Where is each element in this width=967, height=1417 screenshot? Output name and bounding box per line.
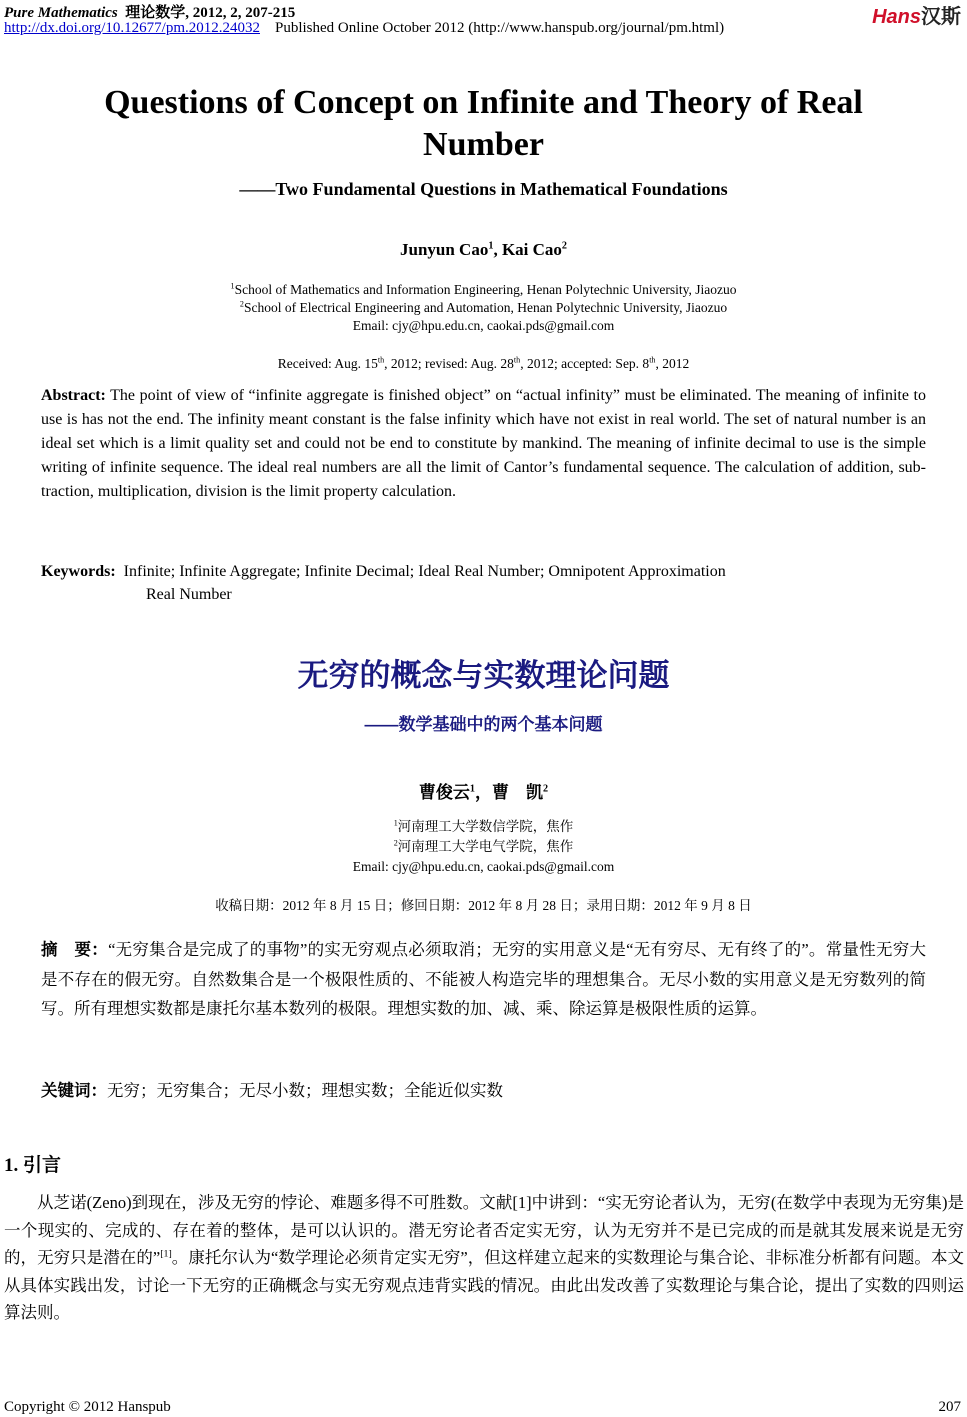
keywords: Keywords: Infinite; Infinite Aggregate; Infinite Decimal; Ideal Real Number; Omnipotent Approximation Real Number: [41, 563, 726, 603]
cn-subtitle: ——数学基础中的两个基本问题: [364, 715, 603, 734]
cn-affiliations: $^1$河南理工大学数信学院，焦作 $^2$河南理工大学电气学院，焦作 Email: cjy@hpu.edu.cn, caokai.pds@gmail.com: [0, 817, 967, 877]
cn-abstract: 摘 要：“无穷集合是完成了的事物”的实无穷观点必须取消；无穷的实用意义是“无有穷尽、无有终了的”。常量性无穷大是不存在的假无穷。自然数集合是一个极限性质的、不能被人构造完毕的理想集合。无尽小数的实用意义是无穷数列的简写。所有理想实数都是康托尔基本数列的极限。理想实数的加、减、乘、除运算是极限性质的运算。: [41, 940, 927, 1018]
section-heading: 1. 引言: [4, 1155, 62, 1176]
cn-title: 无穷的概念与实数理论问题: [297, 658, 670, 693]
cn-keywords: 关键词：无穷；无穷集合；无尽小数；理想实数；全能近似实数: [41, 1081, 503, 1100]
body-paragraph: 从芝诺(Zeno)到现在，涉及无穷的悖论、难题多得不可胜数。文献[1]中讲到：“实无穷论者认为，无穷(在数学中表现为无穷集)是一个现实的、完成的、存在着的整体，是可以认识的。潜无穷论者否定实无穷，认为无穷并不是已完成的而是就其发展来说是无穷的，无穷只是潜在的”[1]。康托尔认为“数学理论必须肯定实无穷”，但这样建立起来的实数理论与集合论、非标准分析都有问题。本文从具体实践出发，讨论一下无穷的正确概念与实无穷观点违背实践的情况。由此出发改善了实数理论与集合论，提出了实数的四则运算法则。: [4, 1193, 964, 1322]
abstract: Abstract: The point of view of “infinite aggregate is finished object” on “actual infinity” must be eliminated. The meaning of infinite to use is has not the end. The infinity meant constant is the false infinity which have not exist in real world. The set of natural number is an ideal set which is a limit quality set and could not be end to constitute by mankind. The meaning of infinite decimal to use is the simple writing of infinite sequence. The ideal real numbers are all the limit of Cantor’s fundamental sequence. The calculation of addition, sub-traction, multiplication, division is the limit property calculation.: [41, 387, 926, 500]
cn-dates: 收稿日期：2012 年 8 月 15 日；修回日期：2012 年 8 月 28 日；录用日期：2012 年 9 月 8 日: [215, 898, 752, 913]
doi-link[interactable]: http://dx.doi.org/10.12677/pm.2012.24032: [4, 20, 260, 36]
citation: [1]: [160, 1248, 172, 1260]
copyright: Copyright © 2012 Hanspub: [4, 1399, 171, 1415]
paper-subtitle: ——Two Fundamental Questions in Mathematical Foundations: [239, 179, 728, 199]
page-number: 207: [938, 1399, 961, 1415]
received-dates: Received: Aug. 15th, 2012; revised: Aug. 28th, 2012; accepted: Sep. 8th, 2012: [277, 355, 690, 371]
doi-line: http://dx.doi.org/10.12677/pm.2012.24032 Published Online October 2012 (http://www.hanspub.org/journal/pm.html): [4, 20, 725, 36]
authors: Junyun Cao$^1$, Kai Cao$^2$: [399, 240, 568, 259]
hans-logo: Hans汉斯: [872, 6, 961, 28]
paper-title: Questions of Concept on Infinite and Theory of Real Number: [104, 84, 863, 163]
affiliations: $^1$School of Mathematics and Information Engineering, Henan Polytechnic University, Jiaozuo $^2$School of Electrical Engineering and Automation, Henan Polytechnic University, Jiaozuo Email: cjy@hpu.edu.cn, caokai.pds@gmail.com: [0, 281, 967, 335]
cn-email: Email: cjy@hpu.edu.cn, caokai.pds@gmail.com: [352, 859, 615, 874]
email: Email: cjy@hpu.edu.cn, caokai.pds@gmail.com: [352, 318, 615, 333]
journal-header: Pure Mathematics 理论数学, 2012, 2, 207-215: [4, 5, 296, 21]
cn-authors: 曹俊云$^1$，曹 凯$^2$: [418, 783, 549, 802]
